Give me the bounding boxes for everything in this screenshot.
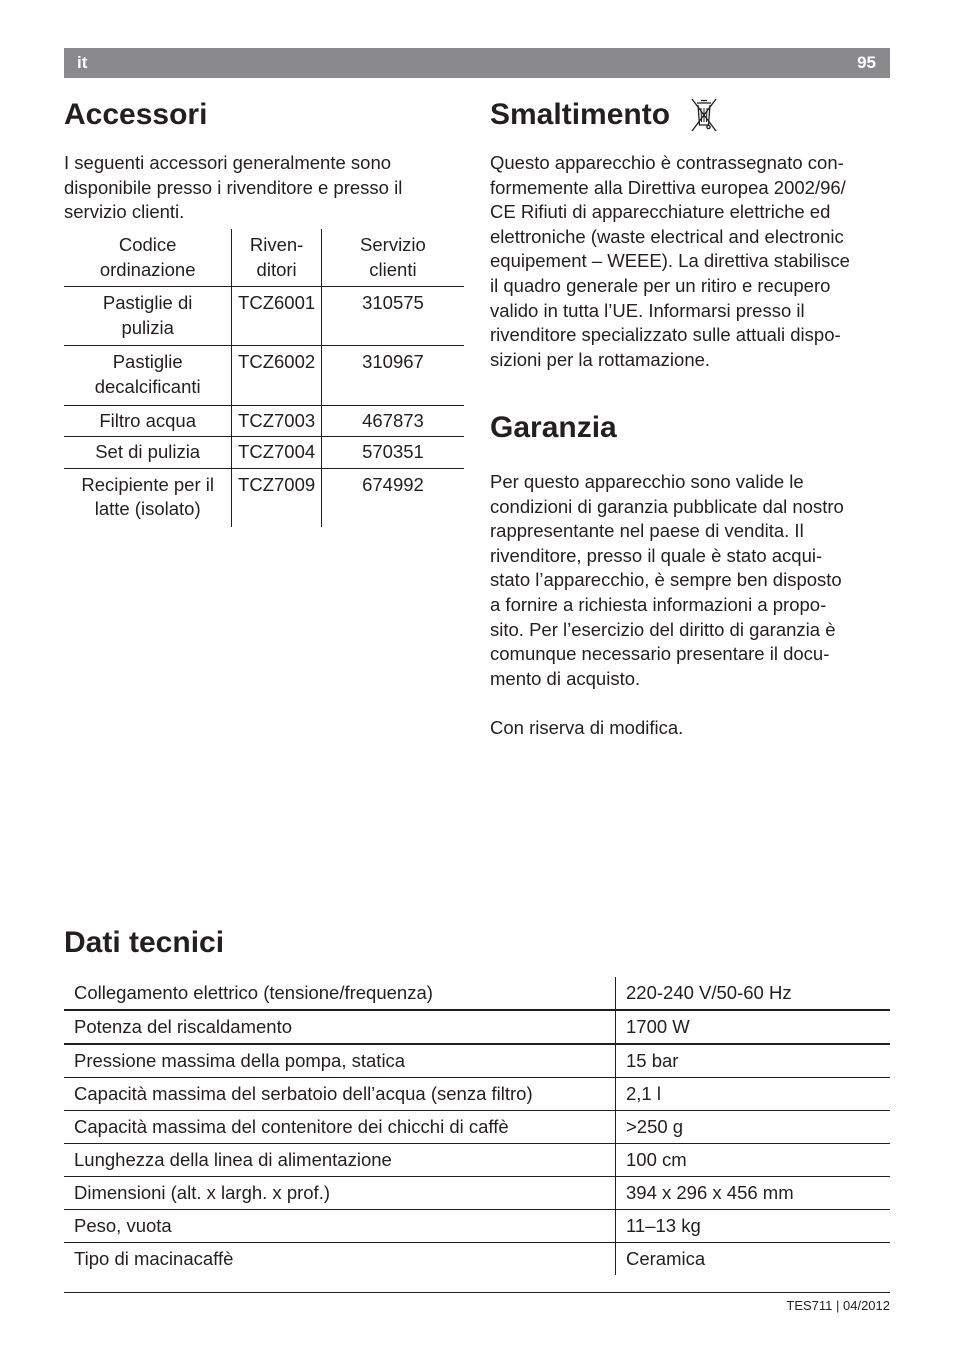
table-row bbox=[64, 1210, 890, 1243]
smaltimento-body: Questo apparecchio è contrassegnato con- formemente alla Direttiva europea 2002/96/ CE Rifiuti di apparecchiature elettriche ed elettroniche (waste electrical and electronic equipement – WEEE). La direttiva stabilisce il quadro generale per un ritiro e recupero valido in tutta l’UE. Informarsi presso il rivenditore specializzato sulle attuali dispo- sizioni per la rottamazione. bbox=[490, 152, 850, 370]
table-row bbox=[64, 287, 464, 346]
dati-tecnici-title: Dati tecnici bbox=[64, 926, 225, 959]
spec-value: 394 x 296 x 456 mm bbox=[616, 1177, 891, 1210]
page-header-bar bbox=[64, 48, 890, 78]
col-servizio-clienti: Servizio clienti bbox=[321, 229, 464, 287]
cell-rivenditori-code: TCZ6002 bbox=[232, 346, 322, 405]
spec-value: 15 bar bbox=[616, 1044, 891, 1078]
cell-description: Pastiglie di pulizia bbox=[102, 292, 193, 338]
spec-value: 11–13 kg bbox=[616, 1210, 891, 1243]
table-row bbox=[64, 346, 464, 405]
page-number: 95 bbox=[857, 53, 876, 72]
table-row bbox=[64, 405, 464, 437]
spec-value: Ceramica bbox=[616, 1243, 891, 1276]
cell-description: Set di pulizia bbox=[64, 437, 232, 469]
cell-servizio-code: 310575 bbox=[362, 292, 424, 314]
accessori-intro: I seguenti accessori generalmente sono disponibile presso i rivenditore e presso il servizio clienti. bbox=[64, 152, 403, 223]
spec-label: Capacità massima del contenitore dei chicchi di caffè bbox=[64, 1111, 616, 1144]
smaltimento-title: Smaltimento bbox=[490, 98, 671, 131]
spec-value: >250 g bbox=[616, 1111, 891, 1144]
table-row bbox=[64, 1177, 890, 1210]
spec-label: Collegamento elettrico (tensione/frequenza) bbox=[64, 977, 616, 1010]
cell-servizio-code: 674992 bbox=[321, 468, 464, 527]
spec-label: Lunghezza della linea di alimentazione bbox=[64, 1144, 616, 1177]
table-row bbox=[64, 1044, 890, 1078]
spec-label: Potenza del riscaldamento bbox=[64, 1010, 616, 1044]
spec-label: Tipo di macinacaffè bbox=[64, 1243, 616, 1276]
dati-tecnici-table bbox=[64, 977, 890, 1275]
table-row bbox=[64, 1243, 890, 1276]
garanzia-note: Con riserva di modifica. bbox=[490, 717, 684, 738]
col-codice-ordinazione: Codice ordinazione bbox=[64, 229, 232, 287]
cell-description: Filtro acqua bbox=[64, 405, 232, 437]
table-row bbox=[64, 1010, 890, 1044]
spec-value: 2,1 l bbox=[616, 1078, 891, 1111]
cell-servizio-code: 310967 bbox=[321, 346, 464, 405]
table-row bbox=[64, 1078, 890, 1111]
cell-rivenditori-code: TCZ7009 bbox=[232, 468, 322, 527]
table-row bbox=[64, 1111, 890, 1144]
cell-description: Recipiente per il latte (isolato) bbox=[64, 468, 232, 527]
accessori-table-header bbox=[64, 229, 464, 287]
table-row bbox=[64, 1144, 890, 1177]
garanzia-title: Garanzia bbox=[490, 411, 617, 444]
spec-value: 100 cm bbox=[616, 1144, 891, 1177]
table-row bbox=[64, 468, 464, 527]
spec-value: 220-240 V/50-60 Hz bbox=[626, 982, 792, 1003]
spec-label: Dimensioni (alt. x largh. x prof.) bbox=[64, 1177, 616, 1210]
cell-servizio-code: 467873 bbox=[321, 405, 464, 437]
spec-label: Peso, vuota bbox=[64, 1210, 616, 1243]
language-label: it bbox=[77, 53, 88, 72]
footer-divider bbox=[64, 1292, 890, 1293]
cell-rivenditori-code: TCZ6001 bbox=[232, 287, 322, 346]
footer-model-date: TES711 | 04/2012 bbox=[786, 1298, 890, 1313]
table-row bbox=[64, 437, 464, 469]
crossed-out-wheelie-bin-icon bbox=[689, 96, 719, 134]
spec-label: Capacità massima del serbatoio dell’acqua (senza filtro) bbox=[64, 1078, 616, 1111]
col-rivenditori: Riven- ditori bbox=[232, 229, 322, 287]
garanzia-body: Per questo apparecchio sono valide le condizioni di garanzia pubblicate dal nostro rappresentante nel paese di vendita. Il rivenditore, presso il quale è stato acqui- stato l’apparecchio, è sempre ben disposto a fornire a richiesta informazioni a propo- sito. Per l’esercizio del diritto di garanzia è comunque necessario presentare il docu- mento di acquisto. bbox=[490, 471, 844, 689]
accessori-table bbox=[64, 229, 464, 527]
cell-servizio-code: 570351 bbox=[321, 437, 464, 469]
spec-value: 1700 W bbox=[616, 1010, 891, 1044]
accessori-title: Accessori bbox=[64, 98, 208, 131]
cell-description: Pastiglie decalcificanti bbox=[64, 346, 232, 405]
cell-rivenditori-code: TCZ7004 bbox=[232, 437, 322, 469]
cell-rivenditori-code: TCZ7003 bbox=[232, 405, 322, 437]
spec-label: Pressione massima della pompa, statica bbox=[64, 1044, 616, 1078]
table-row bbox=[64, 977, 890, 1010]
